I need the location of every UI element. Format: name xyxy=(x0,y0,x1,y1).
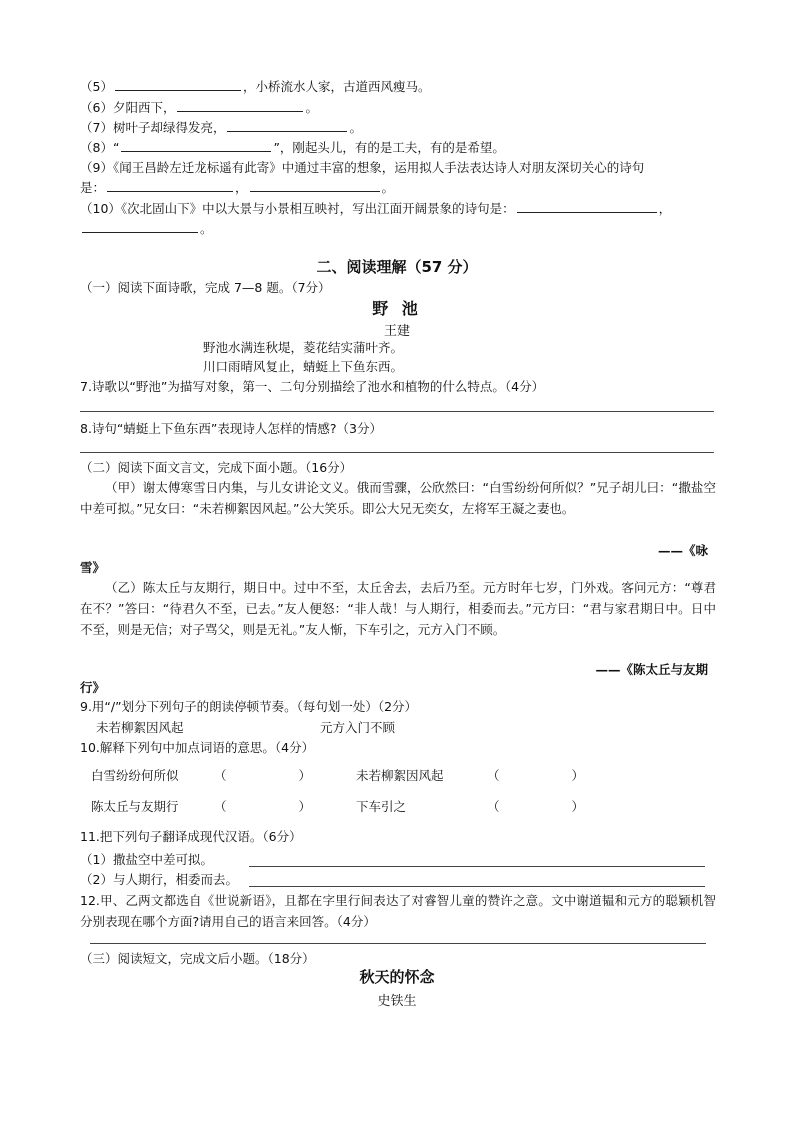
item-text: 树叶子却绿得发亮， xyxy=(112,120,226,135)
fill-item-9-line2 xyxy=(80,179,394,197)
q10-phrase: 未若柳絮因风起 xyxy=(356,768,444,783)
answer-line[interactable] xyxy=(80,411,714,412)
passage-jia-source: ——《咏 xyxy=(657,543,708,558)
passage-jia-source-end: 雪》 xyxy=(80,560,106,575)
passage-yi-source-end: 行》 xyxy=(80,680,106,695)
answer-blank[interactable] xyxy=(115,78,241,91)
item-text: ，小桥流水人家，古道西风瘦马。 xyxy=(242,79,431,94)
q10-answer-bracket[interactable] xyxy=(214,797,311,815)
q10-item xyxy=(91,766,179,784)
bracket-open: （ xyxy=(214,799,227,814)
q10-answer-bracket[interactable] xyxy=(214,766,311,784)
q9-sentence-b: 元方入门不顾 xyxy=(320,720,396,735)
fill-item-6 xyxy=(80,99,318,117)
item-text: 。 xyxy=(349,120,362,135)
item-text: 夕阳西下， xyxy=(112,100,176,115)
part3-intro: （三）阅读短文，完成文后小题。（18分） xyxy=(80,951,315,966)
bracket-open: （ xyxy=(214,768,227,783)
item-number: （5） xyxy=(80,79,113,94)
answer-blank[interactable] xyxy=(107,179,233,192)
q10-answer-bracket[interactable] xyxy=(487,797,584,815)
q11-item-2: （2）与人期行，相委而去。 xyxy=(80,872,238,887)
fill-item-9-line1: （9）《闻王昌龄左迁龙标遥有此寄》中通过丰富的想象，运用拟人手法表达诗人对朋友深切关心的诗句 xyxy=(80,160,645,175)
answer-line[interactable] xyxy=(90,943,706,944)
article-author: 史铁生 xyxy=(377,994,417,1009)
item-number: （7） xyxy=(80,120,113,135)
item-text: 是： xyxy=(80,180,106,195)
answer-line[interactable] xyxy=(249,866,705,867)
poem-line-2: 川口雨晴风复止，蜻蜓上下鱼东西。 xyxy=(203,359,404,374)
answer-blank[interactable] xyxy=(250,179,380,192)
item-text: “ xyxy=(112,140,120,155)
q11-item-1: （1）撒盐空中差可拟。 xyxy=(80,852,213,867)
q10-answer-bracket[interactable] xyxy=(487,766,584,784)
q10-item xyxy=(356,797,406,815)
item-number: （6） xyxy=(80,100,113,115)
bracket-close: ） xyxy=(571,799,585,814)
question-9: 9.用“/”划分下列句子的朗读停顿节奏。（每句划一处）（2分） xyxy=(80,699,418,714)
article-title: 秋天的怀念 xyxy=(359,968,435,986)
answer-blank[interactable] xyxy=(82,220,198,233)
question-12: 12.甲、乙两文都选自《世说新语》，且都在字里行间表达了对睿智儿童的赞许之意。文中谢道韫和元方的聪颖机智分别表现在哪个方面?请用自己的语言来回答。（4分） xyxy=(80,893,716,929)
q10-item xyxy=(356,766,444,784)
passage-yi-source: ——《陈太丘与友期 xyxy=(595,662,708,677)
q10-phrase: 下车引之 xyxy=(356,799,407,814)
item-text: ， xyxy=(658,201,672,216)
fill-item-8 xyxy=(80,139,505,157)
bracket-open: （ xyxy=(487,799,500,814)
poem-line-1: 野池水满连秋堤，菱花结实蒲叶齐。 xyxy=(203,340,404,355)
question-11: 11.把下列句子翻译成现代汉语。（6分） xyxy=(80,829,302,844)
item-text: ， xyxy=(235,180,248,195)
answer-blank[interactable] xyxy=(517,200,657,213)
answer-blank[interactable] xyxy=(177,99,303,112)
fill-item-10-line2 xyxy=(80,220,213,238)
item-text: 。 xyxy=(381,180,395,195)
answer-blank[interactable] xyxy=(121,139,271,152)
answer-blank[interactable] xyxy=(227,119,347,132)
fill-item-7 xyxy=(80,119,362,137)
poem-title: 野 池 xyxy=(372,299,422,318)
item-text: 。 xyxy=(305,100,318,115)
q10-phrase: 白雪纷纷何所似 xyxy=(91,768,179,783)
answer-line[interactable] xyxy=(249,886,705,887)
part1-intro: （一）阅读下面诗歌，完成 7—8 题。（7分） xyxy=(80,280,331,295)
part2-intro: （二）阅读下面文言文，完成下面小题。（16分） xyxy=(80,460,353,475)
passage-yi: （乙）陈太丘与友期行，期日中。过中不至，太丘舍去，去后乃至。元方时年七岁，门外戏。客问元方：“尊君在不？”答曰：“待君久不至，已去。”友人便怒：“非人哉！与人期行，相委而去。”元方曰：“君与家君期日中。日中不至，则是无信；对子骂父，则是无礼。”友人惭，下车引之，元方入门不顾。 xyxy=(80,580,716,637)
q10-phrase: 陈太丘与友期行 xyxy=(91,799,179,814)
item-text: ”，刚起头儿，有的是工夫，有的是希望。 xyxy=(273,140,505,155)
question-8: 8.诗句“蜻蜓上下鱼东西”表现诗人怎样的情感?（3分） xyxy=(80,421,382,436)
fill-item-5 xyxy=(80,78,430,96)
question-10: 10.解释下列句中加点词语的意思。（4分） xyxy=(80,740,315,755)
q10-item xyxy=(91,797,179,815)
bracket-close: ） xyxy=(298,799,312,814)
bracket-close: ） xyxy=(571,768,585,783)
q9-sentence-a: 未若柳絮因风起 xyxy=(96,720,184,735)
answer-line[interactable] xyxy=(80,452,714,453)
item-text: （10）《次北固山下》中以大景与小景相互映衬，写出江面开阔景象的诗句是： xyxy=(80,201,515,216)
item-number: （8） xyxy=(80,140,113,155)
section-title: 二、阅读理解（57 分） xyxy=(316,258,478,276)
question-7: 7.诗歌以“野池”为描写对象，第一、二句分别描绘了池水和植物的什么特点。（4分） xyxy=(80,379,545,394)
item-text: 。 xyxy=(200,221,213,236)
passage-jia: （甲）谢太傅寒雪日内集，与儿女讲论文义。俄而雪骤，公欣然曰：“白雪纷纷何所似？”兄子胡儿曰：“撒盐空中差可拟。”兄女曰：“未若柳絮因风起。”公大笑乐。即公大兄无奕女，左将军王凝之妻也。 xyxy=(80,480,716,516)
bracket-open: （ xyxy=(487,768,500,783)
fill-item-10-line1 xyxy=(80,200,671,218)
poem-author: 王建 xyxy=(383,324,410,339)
bracket-close: ） xyxy=(298,768,312,783)
